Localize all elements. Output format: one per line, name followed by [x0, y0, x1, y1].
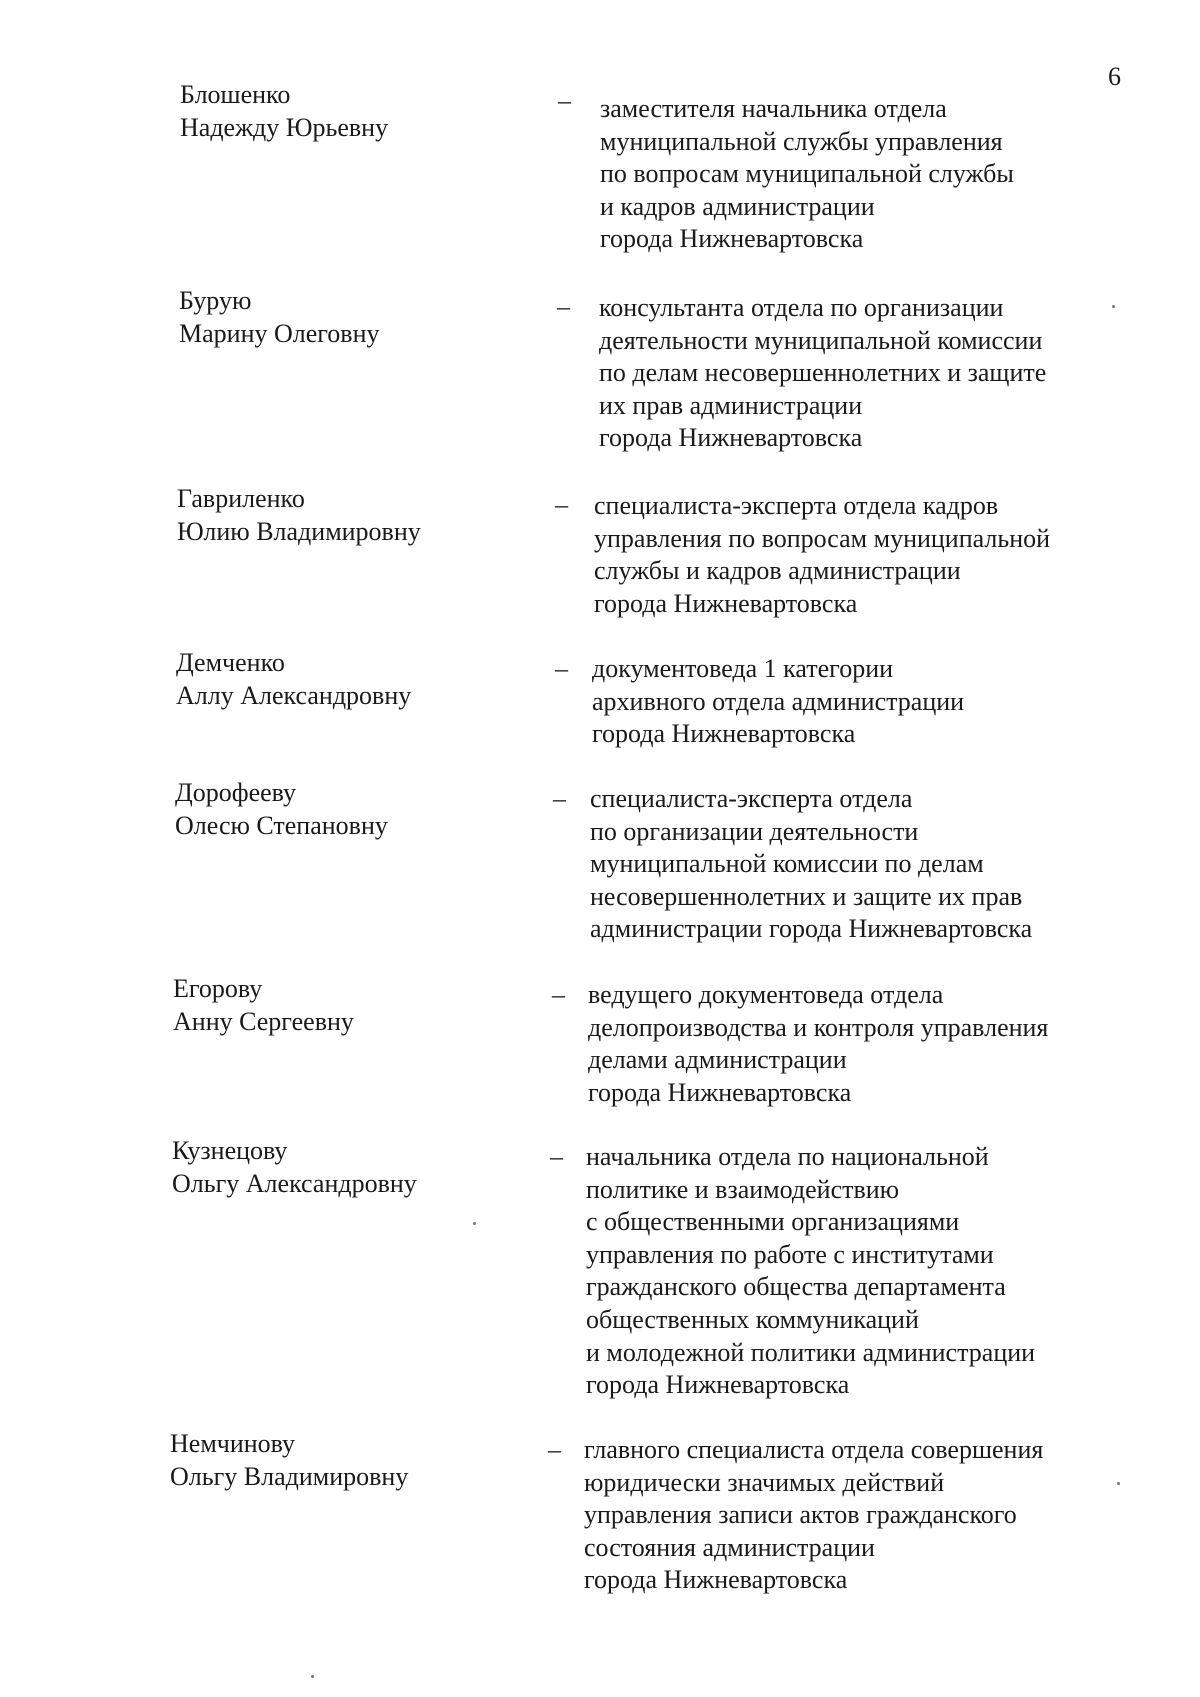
person-name — [179, 284, 379, 349]
person-surname: Блошенко — [180, 80, 291, 109]
position-line: по делам несовершеннолетних и защите — [599, 358, 1047, 388]
position-line: консультанта отдела по организации — [599, 293, 1004, 322]
position-line: гражданского общества департамента — [586, 1272, 1006, 1302]
position-line: управления записи актов гражданского — [584, 1500, 1017, 1530]
position-line: города Нижневартовска — [600, 224, 864, 254]
position-description — [592, 653, 964, 751]
position-line: по вопросам муниципальной службы — [600, 159, 1014, 189]
person-given-names: Аллу Александровну — [176, 680, 412, 710]
position-description — [594, 490, 1050, 620]
position-description — [584, 1434, 1043, 1597]
position-line: специалиста-эксперта отдела кадров — [594, 491, 999, 520]
person-given-names: Ольгу Владимировну — [170, 1461, 409, 1491]
position-line: администрации города Нижневартовска — [590, 914, 1033, 944]
person-surname: Демченко — [176, 648, 285, 677]
position-line: по организации деятельности — [590, 816, 919, 846]
dash-separator: – — [553, 784, 566, 813]
position-line: службы и кадров администрации — [594, 556, 961, 586]
dash-separator: – — [550, 1142, 563, 1171]
position-line: деятельности муниципальной комиссии — [599, 325, 1043, 355]
dash-separator: – — [557, 292, 570, 321]
position-line: их прав администрации — [599, 390, 863, 420]
dash-separator: – — [555, 654, 568, 683]
person-given-names: Ольгу Александровну — [172, 1168, 417, 1198]
person-name — [173, 972, 354, 1037]
position-line: с общественными организациями — [586, 1207, 960, 1237]
position-line: состояния администрации — [584, 1532, 875, 1562]
position-line: города Нижневартовска — [599, 423, 863, 453]
person-name — [177, 482, 421, 547]
position-description — [588, 979, 1048, 1109]
person-name — [172, 1134, 417, 1199]
person-name — [180, 78, 388, 143]
position-line: города Нижневартовска — [592, 719, 856, 749]
person-given-names: Юлию Владимировну — [177, 516, 421, 546]
position-line: города Нижневартовска — [586, 1370, 850, 1400]
position-line: делами администрации — [588, 1045, 847, 1075]
position-line: города Нижневартовска — [588, 1077, 852, 1107]
position-line: города Нижневартовска — [594, 588, 858, 618]
position-line: юридически значимых действий — [584, 1467, 945, 1497]
position-line: архивного отдела администрации — [592, 686, 965, 716]
page-number: 6 — [1108, 62, 1121, 91]
scan-speck — [1117, 1482, 1120, 1485]
position-line: документоведа 1 категории — [592, 654, 894, 683]
position-line: несовершеннолетних и защите их прав — [590, 881, 1023, 911]
person-surname: Кузнецову — [172, 1136, 288, 1165]
person-surname: Гавриленко — [177, 484, 305, 513]
position-line: муниципальной комиссии по делам — [590, 849, 984, 879]
person-given-names: Надежду Юрьевну — [180, 112, 389, 142]
dash-separator: – — [548, 1435, 561, 1464]
dash-separator: – — [555, 490, 568, 519]
position-line: и кадров администрации — [600, 191, 875, 221]
dash-separator: – — [552, 980, 565, 1009]
scan-speck — [473, 1222, 476, 1225]
position-description — [600, 93, 1014, 256]
person-surname: Бурую — [179, 286, 252, 315]
person-name — [176, 646, 411, 711]
person-given-names: Олесю Степановну — [175, 810, 388, 840]
person-surname: Дорофееву — [175, 778, 297, 807]
position-line: общественных коммуникаций — [586, 1304, 919, 1334]
person-surname: Немчинову — [170, 1429, 296, 1458]
position-line: главного специалиста отдела совершения — [584, 1435, 1044, 1464]
person-surname: Егорову — [173, 974, 263, 1003]
person-given-names: Марину Олеговну — [179, 318, 380, 348]
position-line: и молодежной политики администрации — [586, 1337, 1036, 1367]
position-line: ведущего документоведа отдела — [588, 980, 944, 1009]
position-description — [590, 783, 1032, 946]
position-line: муниципальной службы управления — [600, 126, 1003, 156]
position-line: политике и взаимодействию — [586, 1174, 900, 1204]
position-line: города Нижневартовска — [584, 1565, 848, 1595]
position-description — [599, 292, 1046, 455]
person-name — [175, 776, 388, 841]
position-line: делопроизводства и контроля управления — [588, 1012, 1049, 1042]
dash-separator: – — [558, 86, 571, 115]
person-given-names: Анну Сергеевну — [173, 1006, 354, 1036]
position-line: заместителя начальника отдела — [600, 94, 947, 123]
position-line: начальника отдела по национальной — [586, 1142, 989, 1171]
position-line: управления по вопросам муниципальной — [594, 523, 1051, 553]
scan-speck — [1112, 305, 1115, 308]
position-description — [586, 1141, 1035, 1402]
position-line: управления по работе с институтами — [586, 1239, 994, 1269]
position-line: специалиста-эксперта отдела — [590, 784, 913, 813]
scan-speck — [311, 1675, 314, 1678]
person-name — [170, 1427, 408, 1492]
